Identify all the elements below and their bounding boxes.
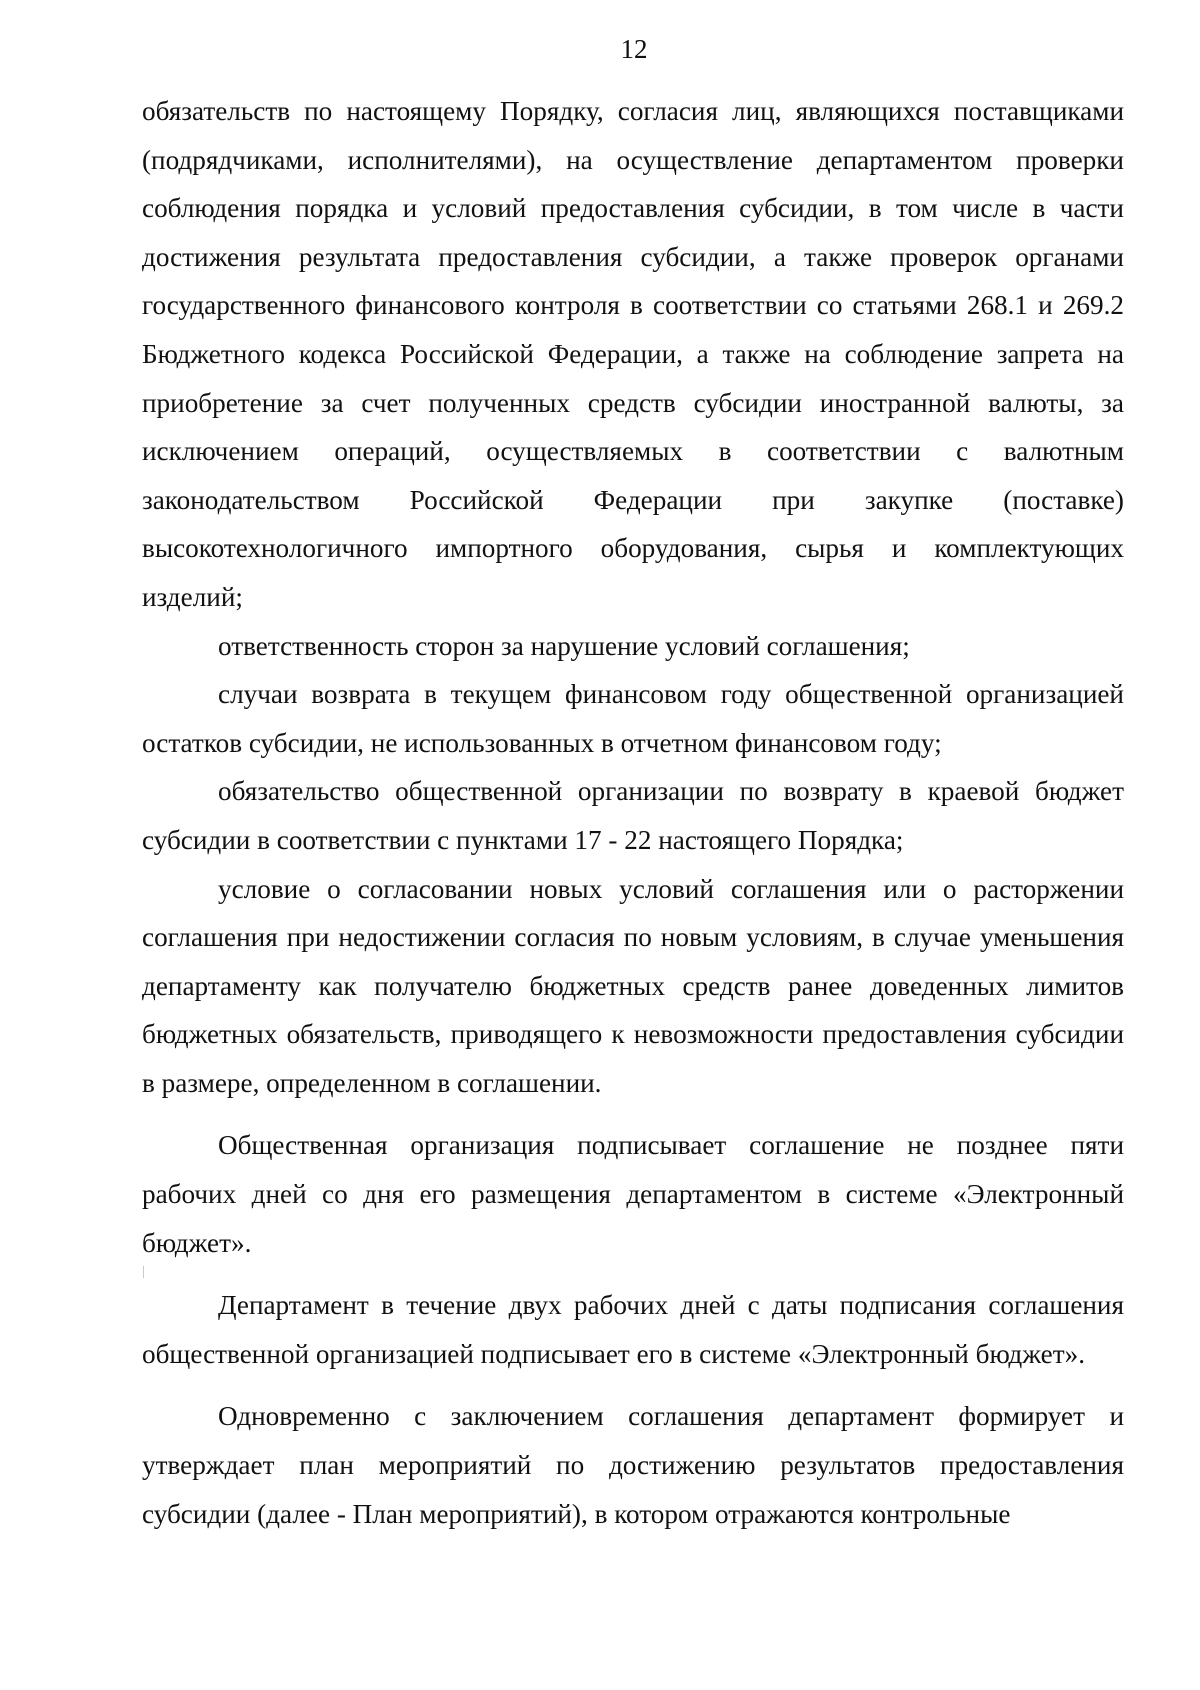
- paragraph-return-cases: случаи возврата в текущем финансовом году общественной организацией остатков субсидии, не использованных в отчетном финансовом году;: [142, 679, 1124, 758]
- paragraph-department-signing: Департамент в течение двух рабочих дней с даты подписания соглашения общественной организацией подписывает его в системе «Электронный бюджет».: [142, 1290, 1124, 1369]
- document-body: [142, 87, 1124, 1538]
- paragraph-obligations-continuation: обязательств по настоящему Порядку, согласия лиц, являющихся поставщиками (подрядчиками, исполнителями), на осуществление департаментом проверки соблюдения порядка и условий предоставления субсидии, в том числе в части достижения результата предоставления субсидии, а также проверок органами государственного финансового контроля в соответствии со статьями 268.1 и 269.2 Бюджетного кодекса Российской Федерации, а также на соблюдение запрета на приобретение за счет полученных средств субсидии иностранной валюты, за исключением операций, осуществляемых в соответствии с валютным законодательством Российской Федерации при закупке (поставке) высокотехнологичного импортного оборудования, сырья и комплектующих изделий;: [142, 96, 1124, 612]
- scan-mark: [143, 1266, 144, 1278]
- paragraph-signing-deadline: Общественная организация подписывает соглашение не позднее пяти рабочих дней со дня его размещения департаментом в системе «Электронный бюджет».: [142, 1130, 1124, 1258]
- page-number: 12: [620, 34, 648, 64]
- paragraph-agreement-conditions: условие о согласовании новых условий соглашения или о расторжении соглашения при недостижении согласия по новым условиям, в случае уменьшения департаменту как получателю бюджетных средств ранее доведенных лимитов бюджетных обязательств, приводящего к невозможности предоставления субсидии в размере, определенном в соглашении.: [142, 873, 1124, 1098]
- paragraph-action-plan: Одновременно с заключением соглашения департамент формирует и утверждает план мероприятий по достижению результатов предоставления субсидии (далее - План мероприятий), в котором отражаются контрольные: [142, 1401, 1124, 1529]
- paragraph-responsibility: ответственность сторон за нарушение условий соглашения;: [218, 630, 910, 661]
- paragraph-return-obligation: обязательство общественной организации по возврату в краевой бюджет субсидии в соответствии с пунктами 17 - 22 настоящего Порядка;: [142, 776, 1124, 855]
